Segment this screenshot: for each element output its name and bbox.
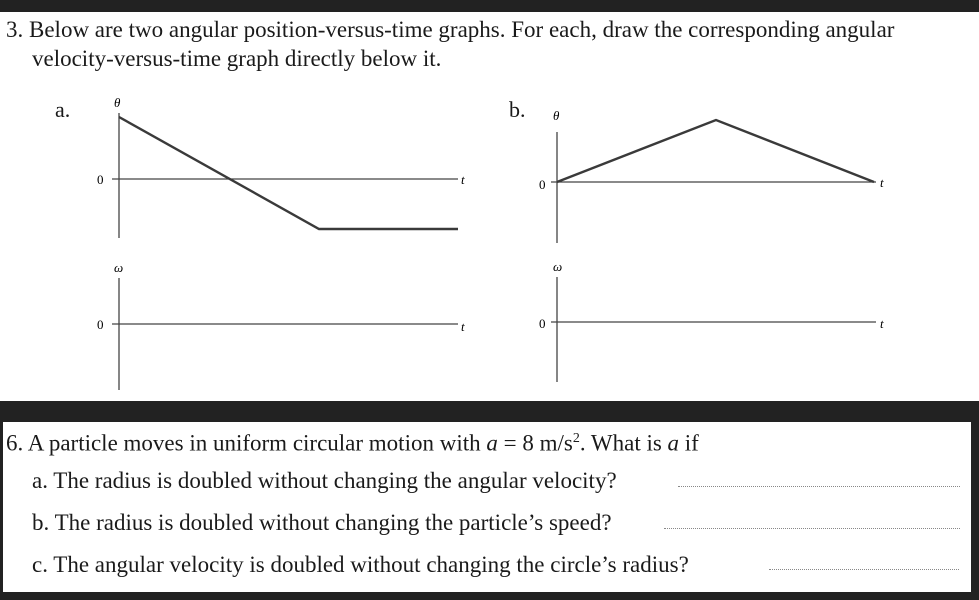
graph-a-velocity[interactable]	[97, 260, 465, 390]
question-6-item-c: c. The angular velocity is doubled without changing the circle’s radius?	[32, 552, 689, 577]
question-3-text-line-1: 3. Below are two angular position-versus-time graphs. For each, draw the corresponding angular	[6, 17, 895, 42]
answer-line-b[interactable]	[664, 528, 960, 529]
part-a-label: a.	[55, 97, 71, 122]
graph-a-position	[97, 95, 465, 238]
graph-b-omega-t-label: t	[880, 316, 884, 331]
graph-a-omega-t-label: t	[461, 319, 465, 334]
graph-b-velocity[interactable]	[539, 259, 884, 382]
graph-a-t-label: t	[461, 172, 465, 187]
question-6-stem: 6. A particle moves in uniform circular motion with a = 8 $m/s^2$. What is a if	[6, 430, 699, 456]
graph-a-omega-label: ω	[114, 260, 124, 275]
graph-a-omega-zero-label: 0	[97, 317, 104, 332]
part-b-label: b.	[509, 97, 526, 122]
graph-b-zero-label: 0	[539, 177, 546, 192]
graphs-canvas	[0, 12, 979, 401]
question-6-panel	[3, 422, 971, 592]
graph-b-position-curve	[557, 120, 874, 182]
graph-b-position	[539, 108, 884, 243]
graph-b-omega-label: ω	[553, 259, 563, 274]
graph-a-theta-label: θ	[114, 95, 121, 110]
question-6-item-b: b. The radius is doubled without changing the particle’s speed?	[32, 510, 612, 535]
graph-b-theta-label: θ	[553, 108, 560, 123]
question-3-text-line-2: velocity-versus-time graph directly below it.	[32, 46, 442, 71]
graph-b-t-label: t	[880, 175, 884, 190]
graph-a-position-curve	[119, 117, 458, 229]
graph-b-omega-zero-label: 0	[539, 316, 546, 331]
question-3-panel	[0, 12, 979, 401]
acceleration-symbol: a	[486, 430, 498, 456]
answer-line-a[interactable]	[678, 486, 960, 487]
graph-a-zero-label: 0	[97, 172, 104, 187]
question-6-item-a: a. The radius is doubled without changing the angular velocity?	[32, 468, 617, 493]
answer-line-c[interactable]	[769, 569, 959, 570]
